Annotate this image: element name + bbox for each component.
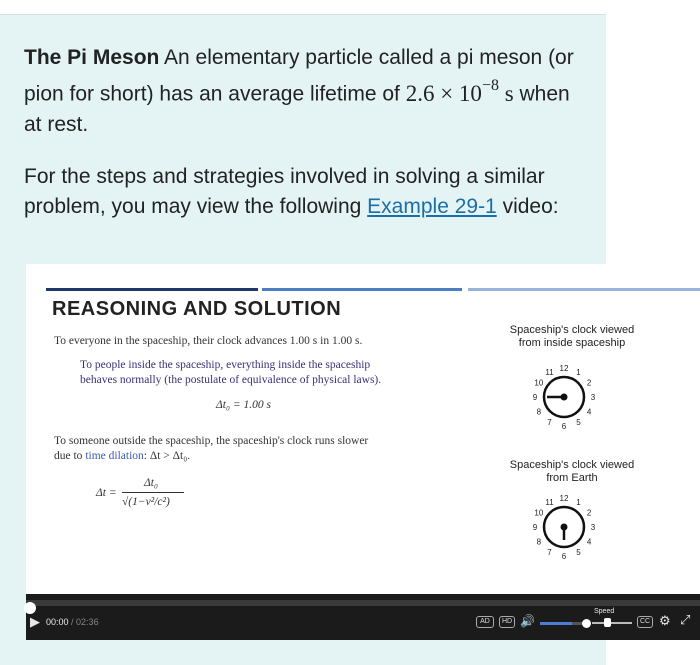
clock2-label: Spaceship's clock viewed from Earth (509, 459, 635, 484)
player-controls (26, 594, 700, 640)
gear-icon[interactable]: ⚙ (659, 613, 671, 628)
clock1-label: Spaceship's clock viewed from inside spaceship (509, 324, 635, 349)
clock1-number: 3 (590, 393, 596, 402)
clock2-number: 6 (561, 552, 567, 561)
slide-eq-2-lhs: Δt = (96, 487, 117, 499)
clock1-number: 9 (532, 393, 538, 402)
clock2-number: 1 (576, 497, 581, 507)
question-title: The Pi Meson (24, 46, 160, 69)
video-player[interactable] (26, 264, 700, 640)
clock1-number: 1 (576, 367, 581, 377)
volume-icon[interactable]: 🔊 (520, 614, 535, 628)
slide-eq-2-num: Δt₀ (144, 477, 158, 489)
slide-eq-2-den: √(1−v²/c²) (122, 496, 170, 508)
clock2-number: 10 (534, 508, 544, 518)
question-paragraph-2: For the steps and strategies involved in solving a similar problem, you may view the following Example 29-1 video: (24, 164, 559, 218)
clock2-number: 11 (545, 497, 554, 507)
volume-slider[interactable] (540, 622, 582, 625)
speed-slider[interactable] (592, 622, 632, 624)
slide-line-2b: behaves normally (the postulate of equivalence of physical laws). (80, 374, 382, 386)
slide-bar-mid (262, 288, 462, 291)
slide-line-1: To everyone in the spaceship, their clock advances 1.00 s in 1.00 s. (54, 335, 363, 347)
fullscreen-icon[interactable]: ⤢ (680, 612, 691, 627)
example-link[interactable]: Example 29-1 (367, 194, 497, 218)
clock2-number: 2 (586, 508, 592, 518)
fraction-line (122, 492, 184, 493)
question-paragraph-1: The Pi Meson An elementary particle called a pi meson (or pion for short) has an average lifetime of $2.6 \times 10^{-8}$ s when at rest. (24, 46, 574, 136)
question-text (24, 43, 584, 222)
clock1-number: 7 (547, 418, 552, 428)
clock1-number: 5 (576, 418, 581, 428)
clock1-number: 11 (545, 367, 554, 377)
speed-knob[interactable] (604, 618, 611, 627)
clock2-number: 8 (536, 537, 542, 547)
clock2-number: 5 (576, 548, 581, 558)
slide-line-2a: To people inside the spaceship, everything inside the spaceship (80, 359, 371, 371)
slide-line-3a: To someone outside the spaceship, the spaceship's clock runs slower (54, 435, 369, 447)
lifetime-value: $2.6 \times 10^{-8}$ s (405, 77, 514, 106)
slide-bar-dark (46, 288, 258, 291)
slide-eq-1: Δt₀ = 1.00 s (216, 399, 271, 411)
clock1-number: 6 (561, 422, 567, 431)
time-dilation-term: time dilation (85, 450, 144, 462)
clock1-center (561, 394, 568, 401)
clock2-number: 7 (547, 548, 552, 558)
volume-fill (540, 622, 572, 625)
clock2-svg (529, 492, 599, 562)
slide-title: REASONING AND SOLUTION (52, 298, 342, 320)
hd-button[interactable]: HD (499, 616, 515, 628)
time-display: 00:00 / 02:36 (46, 617, 99, 627)
play-icon[interactable]: ▶ (30, 614, 40, 629)
progress-bar[interactable] (26, 600, 700, 606)
volume-knob[interactable] (582, 619, 591, 628)
clock1-number: 4 (586, 407, 592, 417)
cc-button[interactable]: CC (637, 616, 653, 628)
clock2-number: 3 (590, 523, 596, 532)
clock2-number: 9 (532, 523, 538, 532)
clock2-number: 12 (559, 494, 569, 503)
video-slide (26, 264, 700, 594)
slide-line-3b: due to time dilation: Δt > Δt₀. (54, 450, 191, 462)
clock1-svg (529, 362, 599, 432)
clock1-number: 12 (559, 364, 569, 373)
slide-bar-light (468, 288, 700, 291)
progress-knob[interactable] (24, 602, 36, 614)
ad-button[interactable]: AD (476, 616, 494, 628)
clock2-number: 4 (586, 537, 592, 547)
clock2-center (561, 524, 568, 531)
speed-label: Speed (594, 608, 615, 615)
clock1-number: 10 (534, 378, 544, 388)
clock1-number: 8 (536, 407, 542, 417)
clock1-number: 2 (586, 378, 592, 388)
